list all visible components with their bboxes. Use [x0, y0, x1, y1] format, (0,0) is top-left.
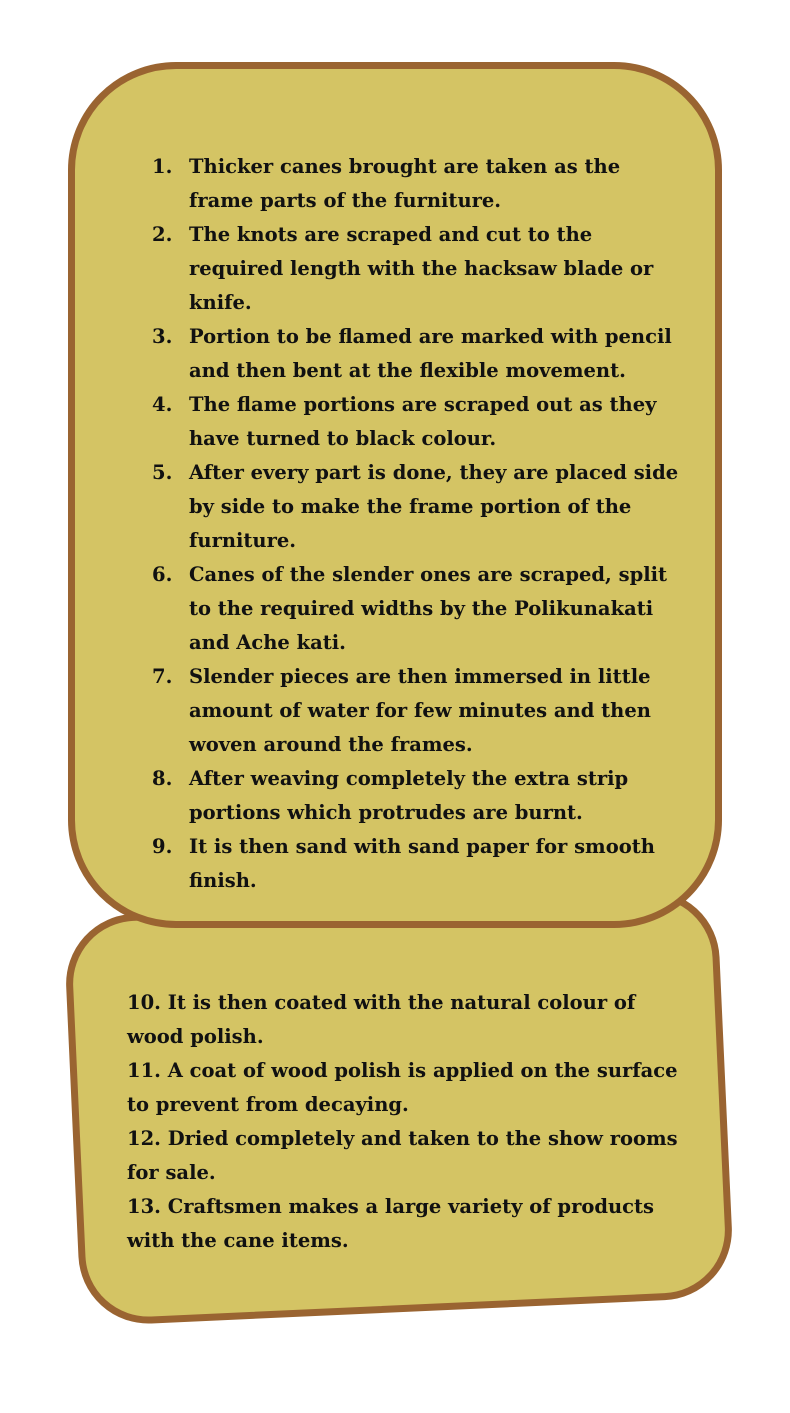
step-text: A coat of wood polish is applied on the surface to prevent from decaying.	[127, 1059, 678, 1116]
step-number: 2.	[152, 223, 173, 246]
list-item	[152, 388, 682, 456]
step-number: 9.	[152, 835, 173, 858]
step-number: 11.	[127, 1059, 161, 1082]
list-item	[127, 1054, 682, 1122]
list-item	[152, 218, 682, 320]
list-item	[152, 660, 682, 762]
step-text: After every part is done, they are placed side by side to make the frame portion of the furniture.	[189, 461, 679, 552]
list-item	[127, 986, 682, 1054]
list-item	[152, 830, 682, 898]
step-number: 7.	[152, 665, 173, 688]
step-text: It is then coated with the natural colour of wood polish.	[127, 991, 636, 1048]
step-number: 5.	[152, 461, 173, 484]
list-item	[152, 320, 682, 388]
step-text: The knots are scraped and cut to the required length with the hacksaw blade or knife.	[189, 223, 654, 314]
step-text: Thicker canes brought are taken as the frame parts of the furniture.	[189, 155, 621, 212]
list-item	[127, 1190, 682, 1258]
step-number: 13.	[127, 1195, 161, 1218]
list-item	[152, 456, 682, 558]
list-item	[152, 762, 682, 830]
list-item	[152, 558, 682, 660]
step-text: Craftsmen makes a large variety of products with the cane items.	[127, 1195, 655, 1252]
step-text: The flame portions are scraped out as they have turned to black colour.	[189, 393, 657, 450]
list-item	[152, 150, 682, 218]
step-number: 12.	[127, 1127, 161, 1150]
step-number: 10.	[127, 991, 161, 1014]
step-text: Canes of the slender ones are scraped, split to the required widths by the Polikunakati and Ache kati.	[189, 563, 668, 654]
step-number: 3.	[152, 325, 173, 348]
step-text: After weaving completely the extra strip portions which protrudes are burnt.	[189, 767, 629, 824]
step-number: 6.	[152, 563, 173, 586]
step-number: 4.	[152, 393, 173, 416]
steps-list-part2	[127, 986, 682, 1258]
step-text: Portion to be flamed are marked with pencil and then bent at the flexible movement.	[189, 325, 672, 382]
steps-list-part1	[152, 150, 682, 898]
step-text: Slender pieces are then immersed in little amount of water for few minutes and then woven around the frames.	[189, 665, 651, 756]
step-number: 8.	[152, 767, 173, 790]
step-text: Dried completely and taken to the show rooms for sale.	[127, 1127, 678, 1184]
list-item	[127, 1122, 682, 1190]
step-number: 1.	[152, 155, 173, 178]
step-text: It is then sand with sand paper for smooth finish.	[189, 835, 655, 892]
